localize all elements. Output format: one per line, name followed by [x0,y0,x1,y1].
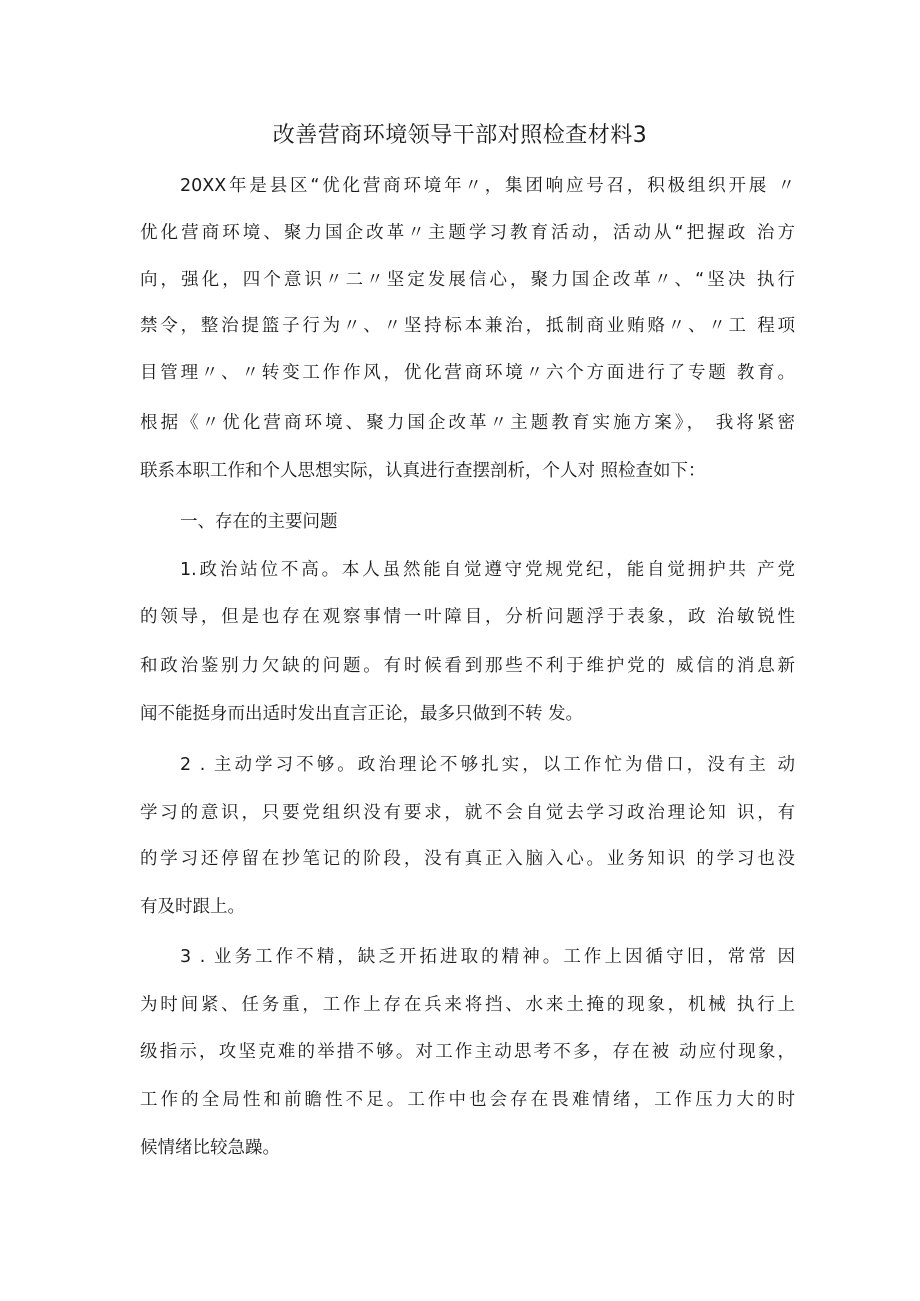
paragraph-line: 学习的意识，只要党组织没有要求，就不会自觉去学习政治理论知 识，有 [140,803,795,823]
paragraph-line: 2 . 主动学习不够。政治理论不够扎实，以工作忙为借口，没有主 动 [180,755,795,775]
paragraph-line: 优化营商环境、聚力国企改革〃主题学习教育活动，活动从“把握政 治方 [140,223,795,243]
paragraph-line: 20XX年是县区“优化营商环境年〃，集团响应号召，积极组织开展 〃 [180,176,795,196]
paragraph-line: 级指示，攻坚克难的举措不够。对工作主动思考不多，存在被 动应付现象， [140,1042,795,1062]
paragraph-line: 的学习还停留在抄笔记的阶段，没有真正入脑入心。业务知识 的学习也没 [140,849,795,869]
paragraph-line: 向，强化，四个意识〃二〃坚定发展信心，聚力国企改革〃、“坚决 执行 [140,270,795,290]
paragraph-line: 联系本职工作和个人思想实际，认真进行查摆剖析，个人对 照检查如下： [140,461,706,481]
paragraph-line: 1.政治站位不高。本人虽然能自觉遵守党规党纪，能自觉拥护共 产党 [180,560,795,580]
paragraph-line: 有及时跟上。 [140,897,245,917]
paragraph-line: 为时间紧、任务重，工作上存在兵来将挡、水来土掩的现象，机械 执行上 [140,995,795,1015]
paragraph-line: 工作的全局性和前瞻性不足。工作中也会存在畏难情绪，工作压力大的时 [140,1090,795,1110]
document-title: 改善营商环境领导干部对照检查材料3 [272,123,648,148]
paragraph-line: 的领导，但是也存在观察事情一叶障目，分析问题浮于表象，政 治敏锐性 [140,607,795,627]
section-heading: 一、存在的主要问题 [180,512,338,532]
paragraph-line: 候情绪比较急躁。 [140,1138,280,1158]
paragraph-line: 禁令，整治提篮子行为〃、〃坚持标本兼治，抵制商业贿赂〃、〃工 程项 [140,316,795,336]
paragraph-line: 3 . 业务工作不精，缺乏开拓进取的精神。工作上因循守旧，常常 因 [180,947,795,967]
paragraph-line: 根据《〃优化营商环境、聚力国企改革〃主题教育实施方案》， 我将紧密 [140,413,795,433]
paragraph-line: 和政治鉴别力欠缺的问题。有时候看到那些不利于维护党的 威信的消息新 [140,656,795,676]
paragraph-line: 目管理〃、〃转变工作作风，优化营商环境〃六个方面进行了专题 教育。 [140,363,795,383]
paragraph-line: 闻不能挺身而出适时发出直言正论，最多只做到不转 发。 [140,704,584,724]
